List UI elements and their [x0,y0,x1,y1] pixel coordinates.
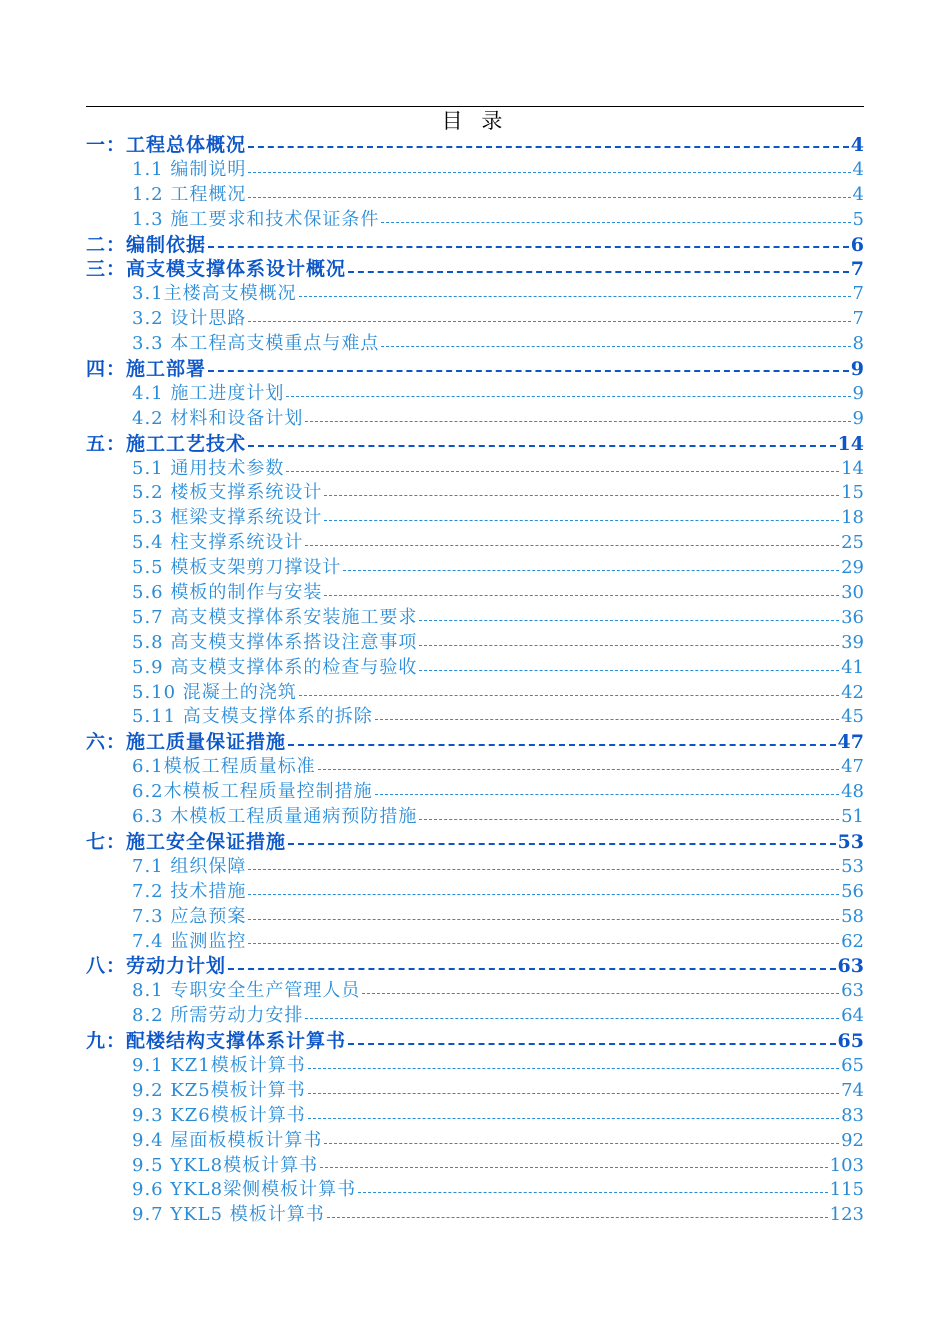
toc-dot-leader [248,943,839,944]
toc-section-entry[interactable] [86,681,864,706]
toc-page-number: 83 [841,1104,864,1126]
toc-dot-leader [248,172,850,173]
toc-entry-text: 7.4 监测监控 [132,930,247,952]
toc-dot-leader [320,1167,828,1168]
toc-page-number: 7 [852,308,864,330]
toc-page-number: 115 [829,1179,864,1201]
toc-section-entry[interactable] [86,282,864,307]
toc-page-number: 36 [841,606,864,628]
toc-entry-text: 4.1 施工进度计划 [132,382,285,404]
toc-page-number: 48 [841,781,864,803]
toc-page-number: 53 [837,830,864,853]
toc-section-entry[interactable] [86,805,864,830]
toc-entry-text: 3.3 本工程高支模重点与难点 [132,333,380,355]
toc-chapter-entry[interactable] [86,730,864,755]
toc-dot-leader [327,1217,828,1218]
toc-page-number: 42 [841,681,864,703]
toc-page-number: 29 [841,557,864,579]
toc-dot-leader [419,670,839,671]
toc-dot-leader [248,146,849,148]
toc-entry-text: 一：工程总体概况 [86,134,247,156]
toc-dot-leader [348,271,849,273]
toc-entry-text: 5.10 混凝土的浇筑 [132,681,297,703]
toc-page-number: 4 [850,134,864,156]
toc-dot-leader [318,769,839,770]
toc-entry-text: 3.1主楼高支模概况 [132,283,297,305]
toc-entry-text: 5.3 框梁支撑系统设计 [132,507,323,529]
toc-dot-leader [248,197,850,198]
toc-section-entry[interactable] [86,506,864,531]
toc-entry-text: 6.1模板工程质量标准 [132,756,316,778]
toc-entry-text: 5.5 模板支架剪刀撑设计 [132,557,342,579]
toc-dot-leader [305,1018,839,1019]
toc-chapter-entry[interactable] [86,830,864,855]
toc-dot-leader [324,520,839,521]
toc-dot-leader [286,471,839,472]
toc-entry-text: 5.6 模板的制作与安装 [132,582,323,604]
toc-entry-text: 9.3 KZ6模板计算书 [132,1104,306,1126]
toc-section-entry[interactable] [86,183,864,208]
toc-section-entry[interactable] [86,755,864,780]
toc-section-entry[interactable] [86,880,864,905]
toc-entry-text: 5.11 高支模支撑体系的拆除 [132,706,373,728]
toc-section-entry[interactable] [86,382,864,407]
toc-entry-text: 五：施工工艺技术 [86,432,247,455]
toc-page-number: 14 [841,457,864,479]
toc-entry-text: 三：高支模支撑体系设计概况 [86,258,347,281]
toc-section-entry[interactable] [86,930,864,955]
toc-dot-leader [324,495,839,496]
toc-dot-leader [248,445,836,447]
toc-dot-leader [288,843,836,845]
toc-dot-leader [375,719,839,720]
toc-dot-leader [324,1143,839,1144]
toc-section-entry[interactable] [86,979,864,1004]
toc-page-number: 18 [841,507,864,529]
toc-page-number: 51 [841,806,864,828]
toc-page-number: 58 [841,905,864,927]
toc-dot-leader [419,645,839,646]
toc-dot-leader [305,545,839,546]
toc-dot-leader [343,570,839,571]
toc-section-entry[interactable] [86,208,864,233]
toc-entry-text: 5.9 高支模支撑体系的检查与验收 [132,656,418,678]
toc-page-number: 47 [837,731,864,754]
toc-section-entry[interactable] [86,481,864,506]
toc-page-number: 4 [852,183,864,205]
toc-dot-leader [288,744,836,746]
toc-section-entry[interactable] [86,457,864,482]
toc-entry-text: 9.1 KZ1模板计算书 [132,1054,306,1076]
toc-section-entry[interactable] [86,1104,864,1129]
toc-page-number: 14 [837,432,864,455]
toc-page-number: 15 [841,482,864,504]
toc-section-entry[interactable] [86,1203,864,1228]
toc-page-number: 45 [841,706,864,728]
toc-entry-text: 6.2木模板工程质量控制措施 [132,781,373,803]
toc-dot-leader [299,296,851,297]
toc-entry-text: 九：配楼结构支撑体系计算书 [86,1030,347,1053]
toc-entry-text: 1.2 工程概况 [132,183,247,205]
toc-dot-leader [348,1043,836,1045]
toc-dot-leader [308,1093,839,1094]
toc-chapter-entry[interactable] [86,257,864,282]
toc-section-entry[interactable] [86,656,864,681]
toc-dot-leader [381,346,850,347]
toc-page-number: 64 [841,1005,864,1027]
toc-dot-leader [208,246,849,248]
toc-entry-text: 9.5 YKL8模板计算书 [132,1154,319,1176]
toc-entry-text: 二：编制依据 [86,233,207,256]
toc-page-number: 9 [852,407,864,429]
toc-page-number: 63 [841,980,864,1002]
toc-section-entry[interactable] [86,1154,864,1179]
toc-dot-leader [419,620,839,621]
toc-title: 目 录 [441,109,509,133]
toc-entry-text: 1.3 施工要求和技术保证条件 [132,208,380,230]
toc-chapter-entry[interactable] [86,133,864,158]
toc-dot-leader [419,819,839,820]
toc-entry-text: 8.2 所需劳动力安排 [132,1005,304,1027]
toc-entry-text: 7.1 组织保障 [132,855,247,877]
toc-section-entry[interactable] [86,1054,864,1079]
toc-chapter-entry[interactable] [86,1029,864,1054]
toc-dot-leader [358,1192,828,1193]
toc-page-number: 7 [850,258,864,281]
toc-page-number: 65 [841,1054,864,1076]
toc-entry-text: 9.7 YKL5 模板计算书 [132,1204,325,1226]
toc-section-entry[interactable] [86,407,864,432]
toc-dot-leader [248,869,839,870]
toc-page-number: 25 [841,532,864,554]
toc-section-entry[interactable] [86,332,864,357]
toc-page-number: 30 [841,582,864,604]
toc-entry-text: 5.8 高支模支撑体系搭设注意事项 [132,631,418,653]
toc-entry-text: 四：施工部署 [86,358,207,381]
toc-entry-text: 6.3 木模板工程质量通病预防措施 [132,806,418,828]
toc-dot-leader [248,321,850,322]
toc-section-entry[interactable] [86,1129,864,1154]
toc-page-number: 9 [850,358,864,381]
toc-dot-leader [248,919,839,920]
toc-section-entry[interactable] [86,1004,864,1029]
toc-dot-leader [375,794,839,795]
toc-page-number: 47 [841,756,864,778]
toc-section-entry[interactable] [86,631,864,656]
toc-entry-text: 七：施工安全保证措施 [86,830,287,853]
toc-page-number: 123 [829,1204,864,1226]
toc-chapter-entry[interactable] [86,432,864,457]
toc-section-entry[interactable] [86,705,864,730]
toc-entry-text: 9.2 KZ5模板计算书 [132,1079,306,1101]
toc-dot-leader [308,1068,839,1069]
toc-entry-text: 5.4 柱支撑系统设计 [132,532,304,554]
toc-section-entry[interactable] [86,780,864,805]
toc-page-number: 56 [841,880,864,902]
toc-section-entry[interactable] [86,905,864,930]
toc-dot-leader [308,1118,839,1119]
toc-page-number: 63 [837,955,864,978]
toc-page-number: 5 [852,208,864,230]
toc-section-entry[interactable] [86,581,864,606]
toc-page-number: 103 [829,1154,864,1176]
header-rule [86,106,864,107]
toc-entry-text: 9.4 屋面板模板计算书 [132,1129,323,1151]
toc-dot-leader [324,595,839,596]
toc-chapter-entry[interactable] [86,954,864,979]
toc-page-number: 7 [852,283,864,305]
toc-page-number: 39 [841,631,864,653]
toc-chapter-entry[interactable] [86,233,864,258]
toc-entry-text: 5.2 楼板支撑系统设计 [132,482,323,504]
toc-page-number: 65 [837,1030,864,1053]
toc-entry-text: 3.2 设计思路 [132,308,247,330]
toc-entry-text: 1.1 编制说明 [132,158,247,180]
toc-section-entry[interactable] [86,158,864,183]
toc-page-number: 41 [841,656,864,678]
toc-entry-text: 六：施工质量保证措施 [86,731,287,754]
toc-page-number: 4 [852,158,864,180]
toc-section-entry[interactable] [86,1079,864,1104]
toc-entry-text: 八：劳动力计划 [86,955,227,978]
toc-page-number: 9 [852,382,864,404]
toc-section-entry[interactable] [86,855,864,880]
toc-dot-leader [305,421,850,422]
toc-section-entry[interactable] [86,531,864,556]
toc-dot-leader [362,993,839,994]
toc-dot-leader [299,695,839,696]
toc-chapter-entry[interactable] [86,357,864,382]
toc-dot-leader [228,968,836,970]
toc-section-entry[interactable] [86,556,864,581]
toc-page-number: 92 [841,1129,864,1151]
toc-entry-text: 8.1 专职安全生产管理人员 [132,980,361,1002]
toc-section-entry[interactable] [86,307,864,332]
toc-list [86,133,864,1228]
toc-page-number: 62 [841,930,864,952]
toc-dot-leader [286,396,850,397]
toc-section-entry[interactable] [86,606,864,631]
toc-dot-leader [381,222,850,223]
toc-entry-text: 4.2 材料和设备计划 [132,407,304,429]
toc-entry-text: 7.2 技术措施 [132,880,247,902]
toc-dot-leader [248,894,839,895]
toc-entry-text: 7.3 应急预案 [132,905,247,927]
toc-entry-text: 5.1 通用技术参数 [132,457,285,479]
toc-entry-text: 5.7 高支模支撑体系安装施工要求 [132,606,418,628]
toc-section-entry[interactable] [86,1178,864,1203]
toc-entry-text: 9.6 YKL8梁侧模板计算书 [132,1179,357,1201]
toc-dot-leader [208,370,849,372]
toc-page-number: 8 [852,333,864,355]
toc-page-number: 53 [841,855,864,877]
toc-page-number: 6 [850,233,864,256]
toc-page-number: 74 [841,1079,864,1101]
